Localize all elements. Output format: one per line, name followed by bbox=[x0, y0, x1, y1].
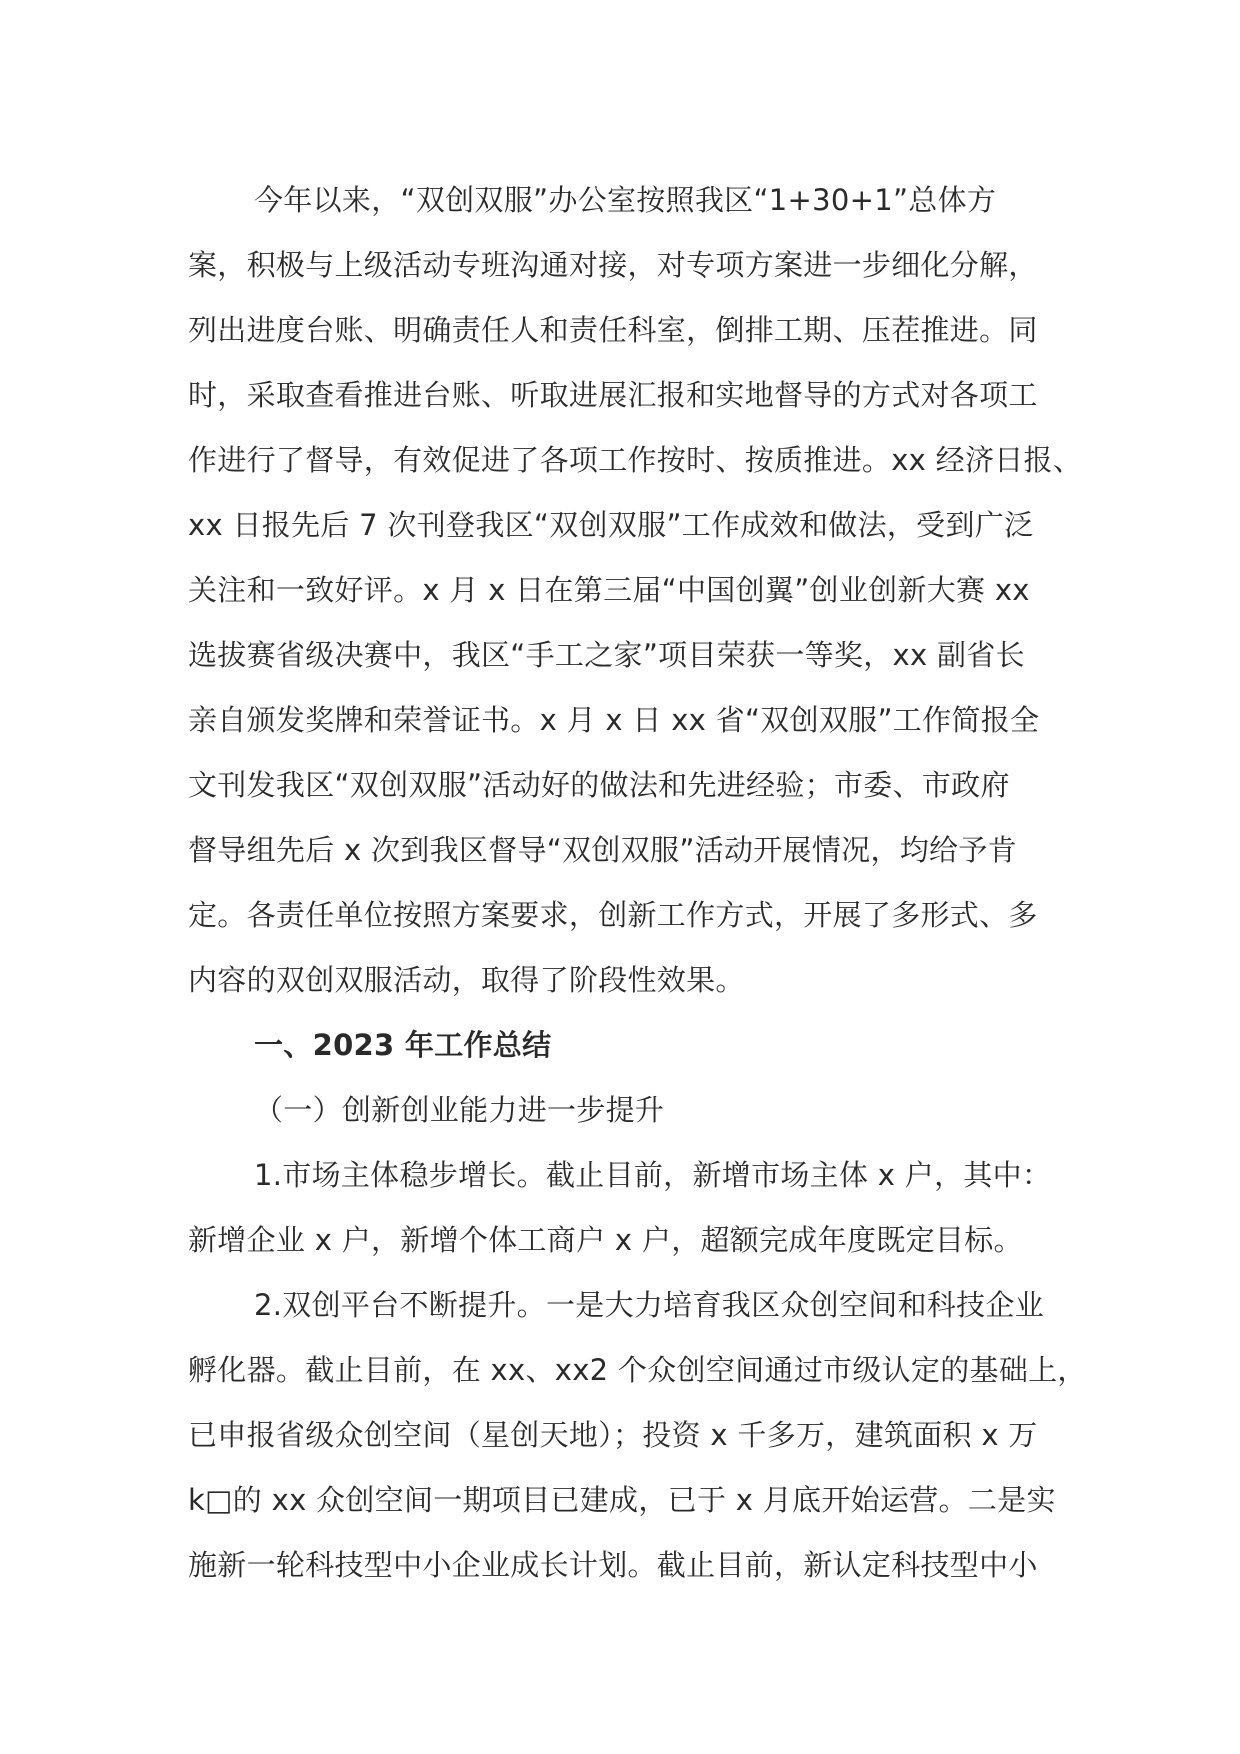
paragraph-line: 1.市场主体稳步增长。截止目前，新增市场主体 x 户，其中： bbox=[254, 1158, 1052, 1192]
paragraph-line: 已申报省级众创空间（星创天地）；投资 x 千多万，建筑面积 x 万 bbox=[188, 1418, 1038, 1452]
paragraph-line: 列出进度台账、明确责任人和责任科室，倒排工期、压茬推进。同 bbox=[188, 313, 1038, 347]
paragraph-line: 内容的双创双服活动，取得了阶段性效果。 bbox=[188, 963, 745, 997]
item-1-paragraph bbox=[188, 1143, 1068, 1273]
paragraph-line: 定。各责任单位按照方案要求，创新工作方式，开展了多形式、多 bbox=[188, 898, 1038, 932]
paragraph-line: 选拔赛省级决赛中，我区“手工之家”项目荣获一等奖，xx 副省长 bbox=[188, 638, 1025, 672]
intro-paragraph bbox=[188, 168, 1083, 1013]
document-body bbox=[188, 168, 1087, 1598]
paragraph-line: 今年以来，“双创双服”办公室按照我区“1+30+1”总体方 bbox=[254, 183, 997, 217]
paragraph-line: 施新一轮科技型中小企业成长计划。截止目前，新认定科技型中小 bbox=[188, 1548, 1038, 1582]
item-2-paragraph bbox=[188, 1273, 1087, 1598]
paragraph-line: 2.双创平台不断提升。一是大力培育我区众创空间和科技企业 bbox=[254, 1288, 1045, 1322]
section-heading: 一、2023 年工作总结 bbox=[254, 1028, 552, 1062]
paragraph-line: 时，采取查看推进台账、听取进展汇报和实地督导的方式对各项工 bbox=[188, 378, 1038, 412]
paragraph-line: 案，积极与上级活动专班沟通对接，对专项方案进一步细化分解， bbox=[188, 248, 1038, 282]
paragraph-line: 作进行了督导，有效促进了各项工作按时、按质推进。xx 经济日报、 bbox=[188, 443, 1083, 477]
paragraph-line: 关注和一致好评。x 月 x 日在第三届“中国创翼”创业创新大赛 xx bbox=[188, 573, 1030, 607]
paragraph-line: 亲自颁发奖牌和荣誉证书。x 月 x 日 xx 省“双创双服”工作简报全 bbox=[188, 703, 1040, 737]
paragraph-line: 督导组先后 x 次到我区督导“双创双服”活动开展情况，均给予肯 bbox=[188, 833, 1017, 867]
paragraph-line: 新增企业 x 户，新增个体工商户 x 户，超额完成年度既定目标。 bbox=[188, 1223, 1023, 1257]
subsection-heading: （一）创新创业能力进一步提升 bbox=[254, 1093, 665, 1127]
paragraph-line: xx 日报先后 7 次刊登我区“双创双服”工作成效和做法，受到广泛 bbox=[188, 508, 1034, 542]
paragraph-line: 孵化器。截止目前，在 xx、xx2 个众创空间通过市级认定的基础上， bbox=[188, 1353, 1087, 1387]
paragraph-line: 文刊发我区“双创双服”活动好的做法和先进经验；市委、市政府 bbox=[188, 768, 1010, 802]
paragraph-line: k□的 xx 众创空间一期项目已建成，已于 x 月底开始运营。二是实 bbox=[188, 1483, 1056, 1517]
